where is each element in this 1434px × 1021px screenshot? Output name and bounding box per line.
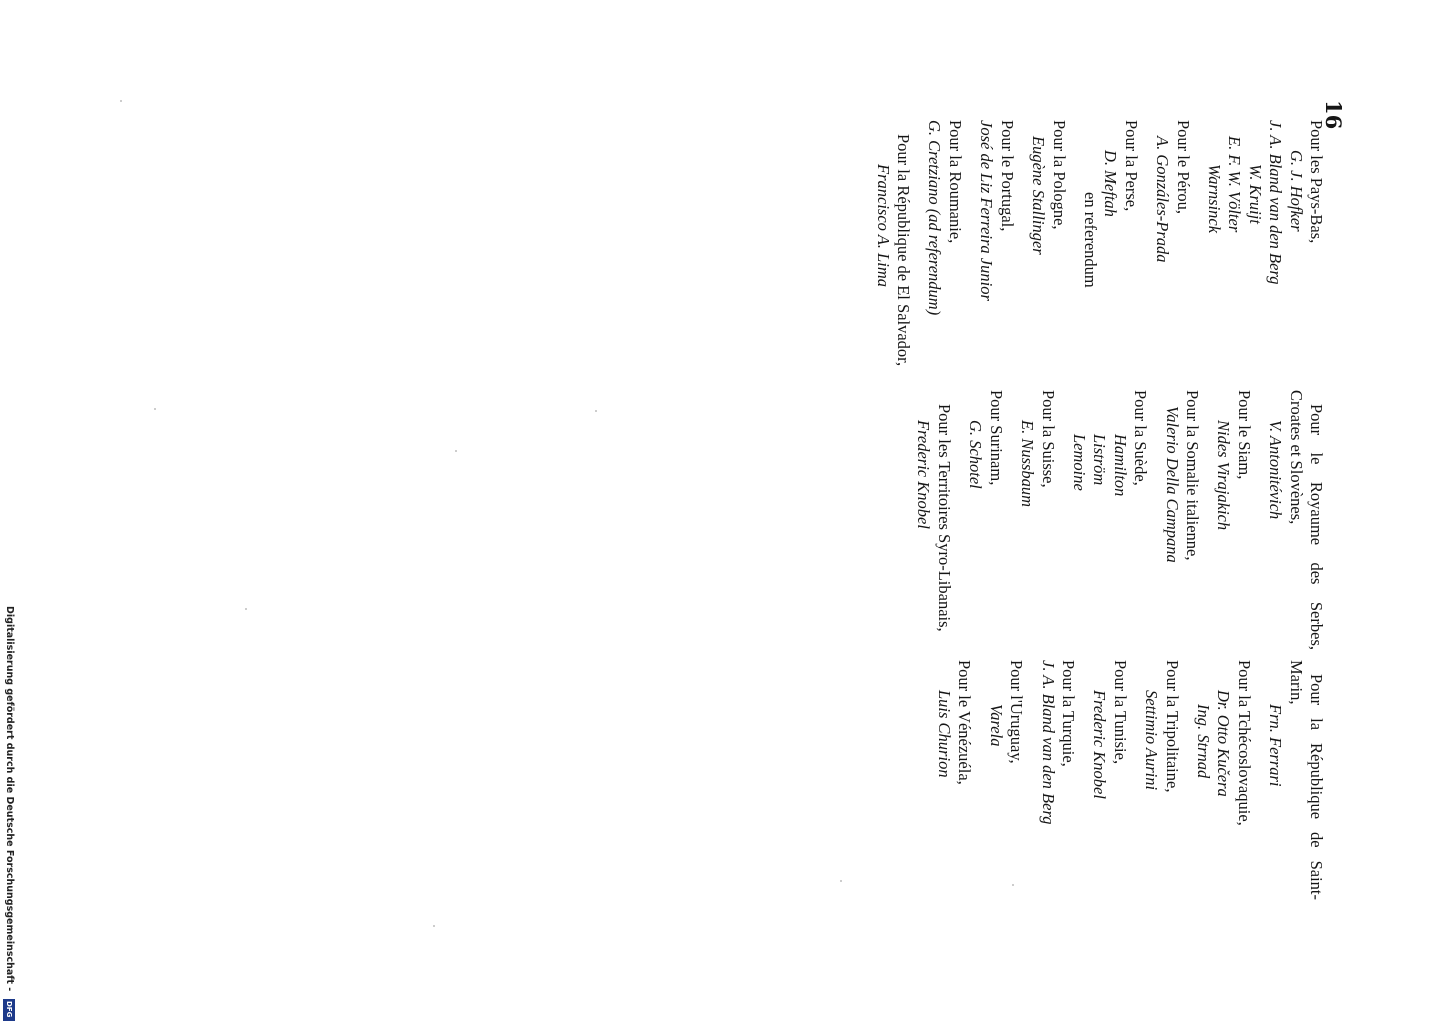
signatory-entry — [985, 660, 1026, 900]
signatory-entry — [1265, 660, 1326, 900]
signatory-name: José de Liz Ferreira Junior — [977, 120, 997, 301]
signatory-name: G. J. Hofker — [1286, 150, 1306, 232]
signatory-name: Francisco A. Lima — [873, 164, 893, 287]
signatory-name: W. Kruijt — [1245, 164, 1265, 224]
page-number: 16 — [1321, 100, 1346, 130]
signatory-name: E. F. W. Völter — [1225, 136, 1245, 233]
country-label: Pour la Tunisie, — [1110, 660, 1130, 765]
signatory-entry — [965, 390, 1006, 650]
signatory-name: Eugène Stallinger — [1029, 136, 1049, 255]
country-label: Pour la Tchécoslovaquie, — [1234, 660, 1254, 826]
signatory-entry — [1069, 390, 1151, 650]
country-label: Pour la République de Saint-Marin, — [1286, 660, 1326, 900]
signatory-entry — [1204, 120, 1326, 370]
signatory-entry — [1028, 120, 1069, 370]
country-label: Pour Surinam, — [986, 390, 1006, 486]
country-label: Pour les Territoires Syro-Libanais, — [934, 404, 954, 632]
signatory-name: G. Schotel — [966, 420, 986, 489]
country-label: Pour la Perse, — [1121, 120, 1141, 212]
signatory-entry — [1037, 660, 1078, 900]
signatory-name: Hamilton — [1110, 434, 1130, 497]
signatory-name: Varela — [986, 704, 1006, 747]
signatory-entry — [1017, 390, 1058, 650]
digitization-credit — [2, 606, 16, 1018]
credit-text: Digitalisierung gefördert durch die Deutsche Forschungsgemeinschaft - — [4, 606, 15, 992]
country-label: Pour la Pologne, — [1049, 120, 1069, 230]
country-label: Pour la Suède, — [1131, 390, 1151, 486]
signatory-name: D. Meftah — [1101, 150, 1121, 217]
signatory-name: Nides Virajakich — [1214, 420, 1234, 531]
signatory-entry — [1265, 390, 1326, 650]
signatory-name: V. Antonitévich — [1266, 420, 1286, 520]
signatory-entry — [1080, 120, 1141, 370]
country-label: Pour la Suisse, — [1038, 390, 1058, 488]
signatory-name: A. Gonzáles-Prada — [1153, 136, 1173, 263]
signatory-column-1 — [861, 120, 1326, 370]
signatory-name: Liström — [1090, 434, 1110, 486]
signatory-entry — [976, 120, 1017, 370]
signatory-name: Lemoine — [1069, 434, 1089, 491]
country-label: Pour le Portugal, — [997, 120, 1017, 232]
signatory-name: Settimio Aurini — [1142, 690, 1162, 791]
signatory-entry — [924, 120, 965, 370]
signatory-name: Frn. Ferrari — [1266, 704, 1286, 787]
country-label: Pour les Pays-Bas, — [1307, 120, 1326, 244]
signatory-name: Frederic Knobel — [914, 420, 934, 529]
signatory-name: J. A. Bland van den Berg — [1266, 120, 1286, 285]
signatory-entry — [913, 390, 954, 650]
country-label: Pour le Royaume des Serbes, Croates et Slovènes, — [1286, 390, 1326, 650]
signatory-entry — [1193, 660, 1254, 900]
signatory-name: G. Cretziano (ad referendum) — [925, 120, 945, 316]
signatory-name: E. Nussbaum — [1018, 420, 1038, 508]
signatory-name: Warnsinck — [1204, 164, 1224, 234]
signatory-column-2 — [902, 390, 1326, 650]
country-label: Pour le Vénézuéla, — [955, 660, 975, 785]
signatory-entry — [1161, 390, 1202, 650]
country-label: Pour l'Uruguay, — [1007, 660, 1027, 764]
country-label: Pour la Somalie italienne, — [1182, 390, 1202, 561]
signatory-name: Dr. Otto Kučera — [1214, 690, 1234, 797]
signatory-name: J. A. Bland van den Berg — [1038, 660, 1058, 825]
signatory-entry — [1089, 660, 1130, 900]
signatory-entry — [934, 660, 975, 900]
signatory-entry — [1152, 120, 1193, 370]
signatory-name: en referendum — [1080, 192, 1100, 288]
country-label: Pour la Turquie, — [1058, 660, 1078, 767]
signatory-name: Ing. Strnad — [1193, 704, 1213, 779]
country-label: Pour la Roumanie, — [945, 120, 965, 244]
country-label: Pour le Pérou, — [1173, 120, 1193, 214]
country-label: Pour la Tripolitaine, — [1162, 660, 1182, 793]
dfg-logo: DFG — [3, 999, 15, 1021]
signatory-name: Valerio Della Campana — [1162, 406, 1182, 563]
signatory-entry — [872, 120, 913, 370]
signatory-name: Frederic Knobel — [1090, 690, 1110, 799]
signatory-entry — [1141, 660, 1182, 900]
signatory-column-3 — [923, 660, 1327, 900]
signatory-name: Luis Churion — [934, 690, 954, 778]
country-label: Pour la République de El Salvador, — [894, 134, 914, 367]
country-label: Pour le Siam, — [1234, 390, 1254, 480]
signatory-entry — [1213, 390, 1254, 650]
